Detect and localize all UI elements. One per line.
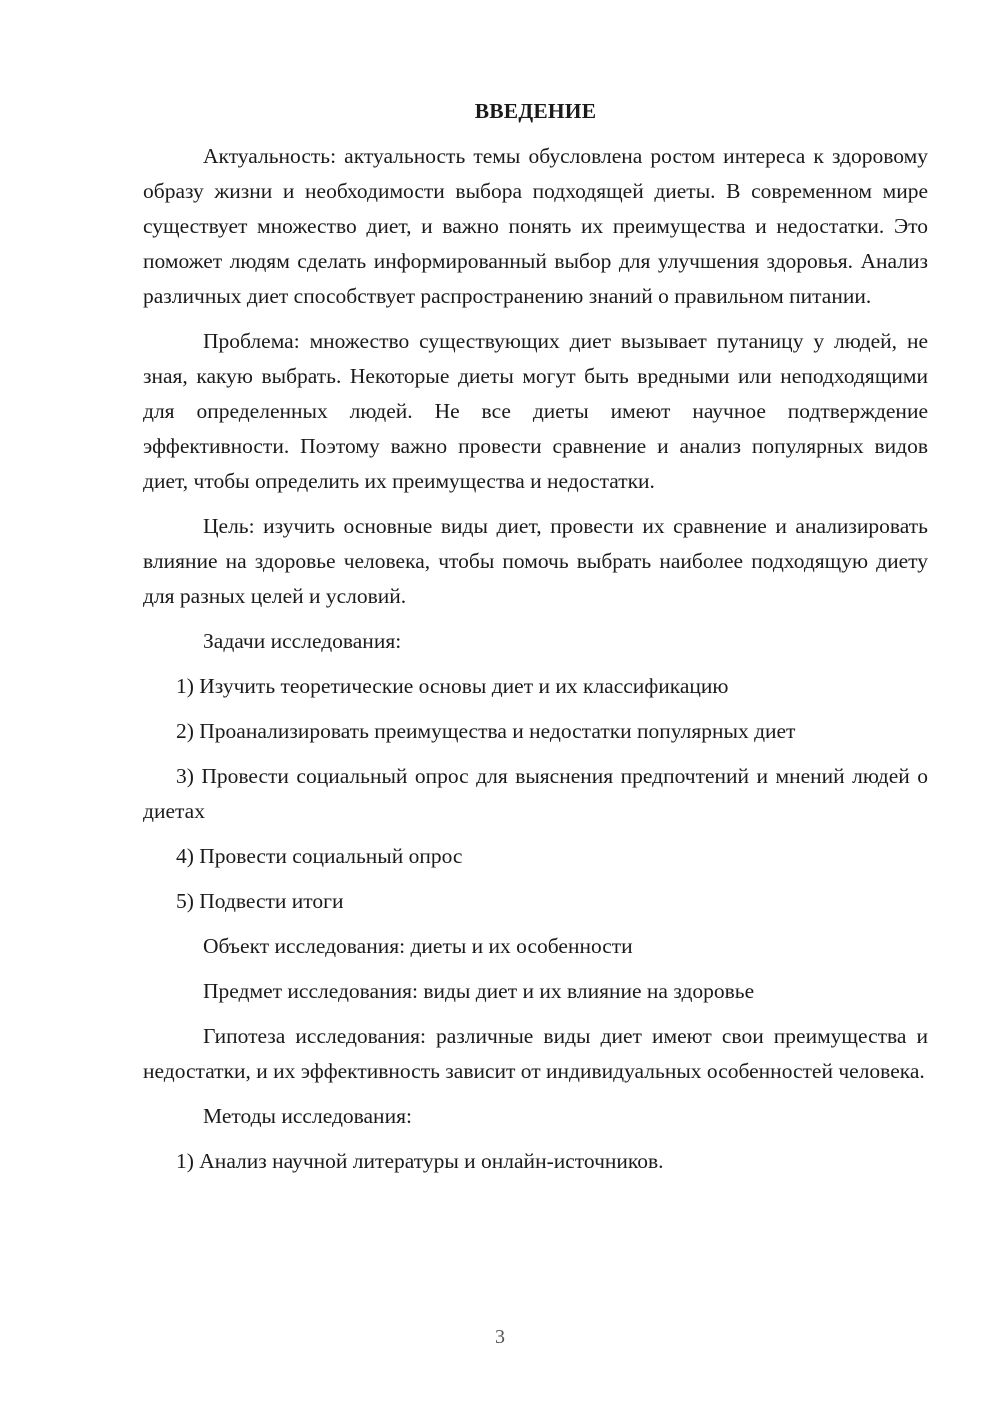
section-title: ВВЕДЕНИЕ (474, 99, 597, 123)
method-item-1: 1) Анализ научной литературы и онлайн-источников. (176, 1149, 664, 1173)
page-number: 3 (495, 1326, 505, 1348)
goal-paragraph: Цель: изучить основные виды диет, провести их сравнение и анализировать влияние на здоровье человека, чтобы помочь выбрать наиболее подходящую диету для разных целей и условий. (143, 514, 928, 608)
subject-paragraph: Предмет исследования: виды диет и их влияние на здоровье (203, 979, 755, 1003)
task-item-4: 4) Провести социальный опрос (176, 844, 463, 868)
tasks-heading: Задачи исследования: (203, 629, 402, 653)
methods-heading: Методы исследования: (203, 1104, 412, 1128)
task-item-3: 3) Провести социальный опрос для выяснения предпочтений и мнений людей о диетах (143, 764, 928, 823)
task-item-1: 1) Изучить теоретические основы диет и их классификацию (176, 674, 729, 698)
hypothesis-paragraph: Гипотеза исследования: различные виды диет имеют свои преимущества и недостатки, и их эффективность зависит от индивидуальных особенностей человека. (143, 1024, 928, 1083)
task-item-2: 2) Проанализировать преимущества и недостатки популярных диет (176, 719, 796, 743)
problem-paragraph: Проблема: множество существующих диет вызывает путаницу у людей, не зная, какую выбрать. Некоторые диеты могут быть вредными или неподходящими для определенных людей. Не все диеты имеют научное подтверждение эффективности. Поэтому важно провести сравнение и анализ популярных видов диет, чтобы определить их преимущества и недостатки. (143, 329, 928, 493)
relevance-paragraph: Актуальность: актуальность темы обусловлена ростом интереса к здоровому образу жизни и необходимости выбора подходящей диеты. В современном мире существует множество диет, и важно понять их преимущества и недостатки. Это поможет людям сделать информированный выбор для улучшения здоровья. Анализ различных диет способствует распространению знаний о правильном питании. (143, 144, 928, 308)
object-paragraph: Объект исследования: диеты и их особенности (203, 934, 633, 958)
task-item-5: 5) Подвести итоги (176, 889, 344, 913)
document-body (143, 95, 928, 1189)
